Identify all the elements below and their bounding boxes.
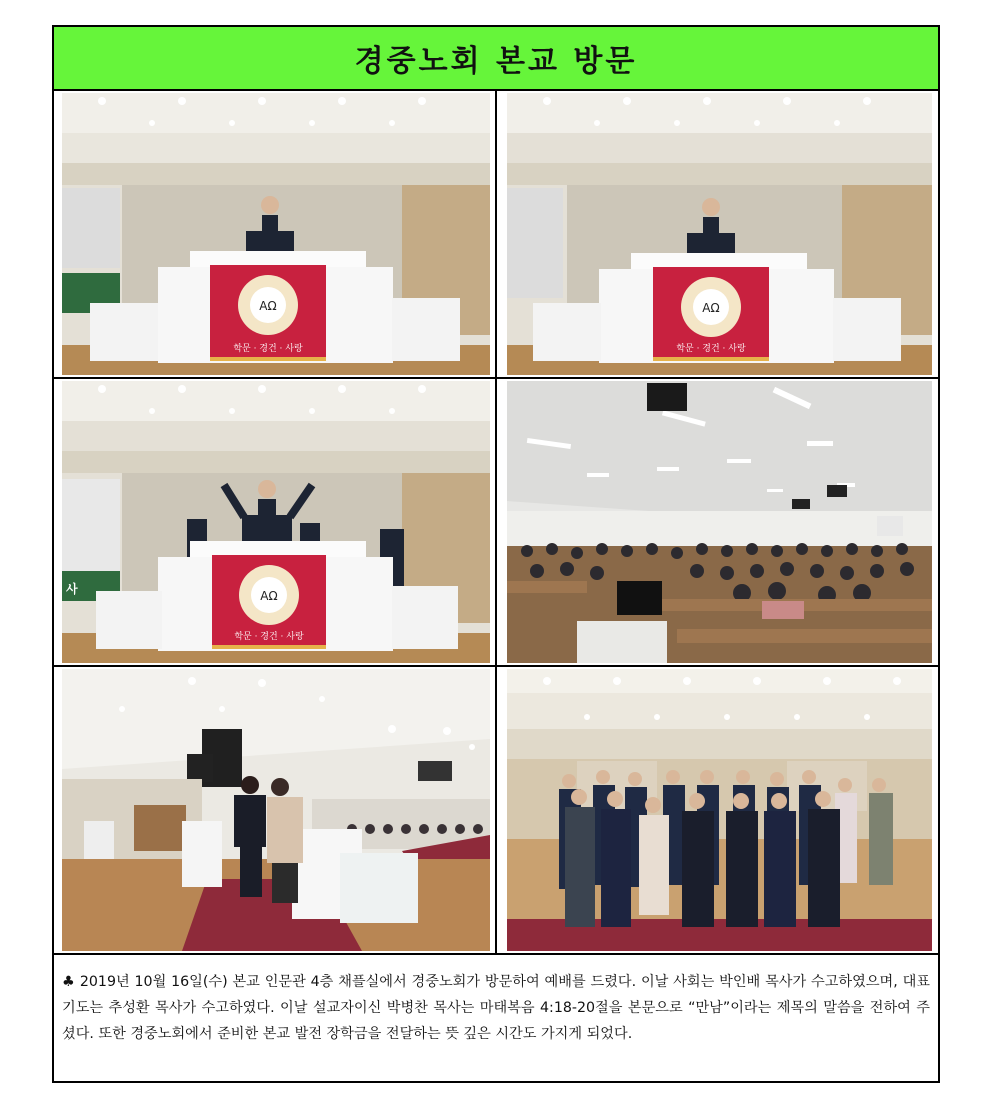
banner-motto: 학문 · 경건 · 사랑 — [234, 632, 304, 642]
club-bullet-icon: ♣ — [62, 974, 76, 990]
title-bar — [54, 27, 938, 91]
page-title: 경중노회 본교 방문 — [354, 44, 638, 79]
caption-text: 2019년 10월 16일(수) 본교 인문관 4층 채플실에서 경중노회가 방문하여 예배를 드렸다. 이날 사회는 박인배 목사가 수고하였으며, 대표기도는 추성환 목사가 수고하였다. 이날 설교자이신 박병찬 목사는 마태복음 4:18-20절을 본문으로 “만남”이라는 제목의 말씀을 전하여 주셨다. 또한 경중노회에서 준비한 본교 발전 장학금을 전달하는 뜻 깊은 시간도 가지게 되었다. — [62, 974, 930, 1042]
banner-motto: 학문 · 경건 · 사랑 — [233, 344, 303, 354]
banner-alpha-omega: AΩ — [259, 299, 277, 313]
photo-scholarship — [62, 669, 490, 951]
photo-grid — [54, 91, 938, 953]
document-sheet — [52, 25, 940, 1083]
photo-sermon-1 — [62, 93, 490, 375]
screen-text: 사 — [66, 582, 78, 596]
photo-group — [507, 669, 932, 951]
photo-congregation — [507, 381, 932, 663]
banner-motto: 학문 · 경건 · 사랑 — [676, 344, 746, 354]
column-divider — [495, 91, 497, 953]
photo-benediction — [62, 381, 490, 663]
caption-paragraph — [62, 969, 930, 1047]
banner-alpha-omega: AΩ — [260, 589, 278, 603]
caption-box — [54, 953, 938, 1081]
photo-sermon-2 — [507, 93, 932, 375]
banner-alpha-omega: AΩ — [702, 301, 720, 315]
